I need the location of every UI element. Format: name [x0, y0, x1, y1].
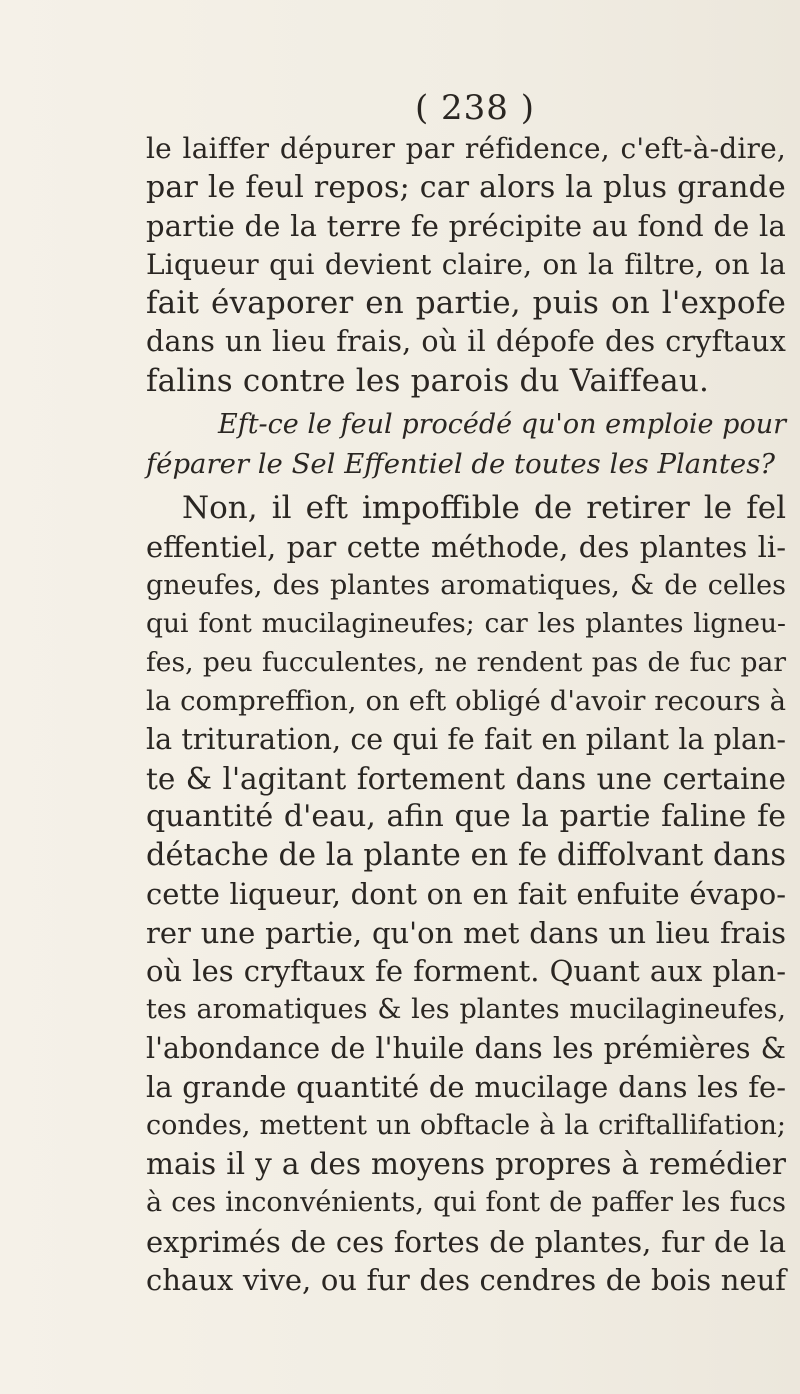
text-line: fes, peu fucculentes, ne rendent pas de fuc par — [146, 646, 786, 678]
question-line: Eft-ce le feul procédé qu'on emploie pour — [218, 409, 786, 441]
text-line: à ces inconvénients, qui font de paffer les fucs — [146, 1187, 786, 1219]
text-line: Non, il eft impoffible de retirer le fel — [182, 490, 786, 527]
text-line: détache de la plante en fe diffolvant dans — [146, 837, 786, 873]
text-line: la trituration, ce qui fe fait en pilant la plan- — [146, 722, 786, 756]
text-line: mais il y a des moyens propres à remédier — [146, 1147, 786, 1182]
text-line: falins contre les parois du Vaiffeau. — [146, 362, 710, 399]
text-line: Liqueur qui devient claire, on la filtre, on la — [146, 247, 786, 281]
text-line: condes, mettent un obftacle à la criftallifation; — [146, 1109, 786, 1141]
text-line: la compreffion, on eft obligé d'avoir recours à — [146, 685, 786, 718]
text-line: effentiel, par cette méthode, des plantes li- — [146, 529, 786, 564]
text-line: par le feul repos; car alors la plus grande — [146, 169, 786, 205]
text-line: la grande quantité de mucilage dans les fe- — [146, 1070, 786, 1105]
page-number: ( 238 ) — [414, 88, 536, 128]
question-line: féparer le Sel Effentiel de toutes les Plantes? — [146, 447, 776, 480]
question-heading — [146, 406, 786, 483]
text-line: exprimés de ces fortes de plantes, fur de la — [146, 1224, 786, 1259]
text-line: tes aromatiques & les plantes mucilagineufes, — [146, 994, 786, 1026]
text-line: qui font mucilagineufes; car les plantes ligneu- — [146, 608, 786, 640]
text-line: où les cryftaux fe forment. Quant aux plan- — [146, 954, 786, 989]
text-line: l'abondance de l'huile dans les prémières & — [146, 1031, 786, 1065]
text-line: fait évaporer en partie, puis on l'expofe — [146, 285, 786, 322]
text-line: cette liqueur, dont on en fait enfuite évapo- — [146, 877, 786, 912]
text-line: quantité d'eau, afin que la partie faline fe — [146, 799, 786, 835]
text-block — [146, 130, 786, 1300]
text-line: le laiffer dépurer par réfidence, c'eft-à-dire, — [146, 132, 786, 165]
text-line: chaux vive, ou fur des cendres de bois neuf — [146, 1263, 786, 1298]
paragraph-continuation — [146, 130, 786, 400]
text-line: dans un lieu frais, où il dépofe des cryftaux — [146, 324, 786, 358]
text-line: gneufes, des plantes aromatiques, & de celles — [146, 569, 786, 601]
text-line: te & l'agitant fortement dans une certaine — [146, 761, 786, 796]
answer-paragraph — [146, 489, 786, 1299]
text-line: rer une partie, qu'on met dans un lieu frais — [146, 915, 786, 950]
text-line: partie de la terre fe précipite au fond de la — [146, 209, 786, 244]
